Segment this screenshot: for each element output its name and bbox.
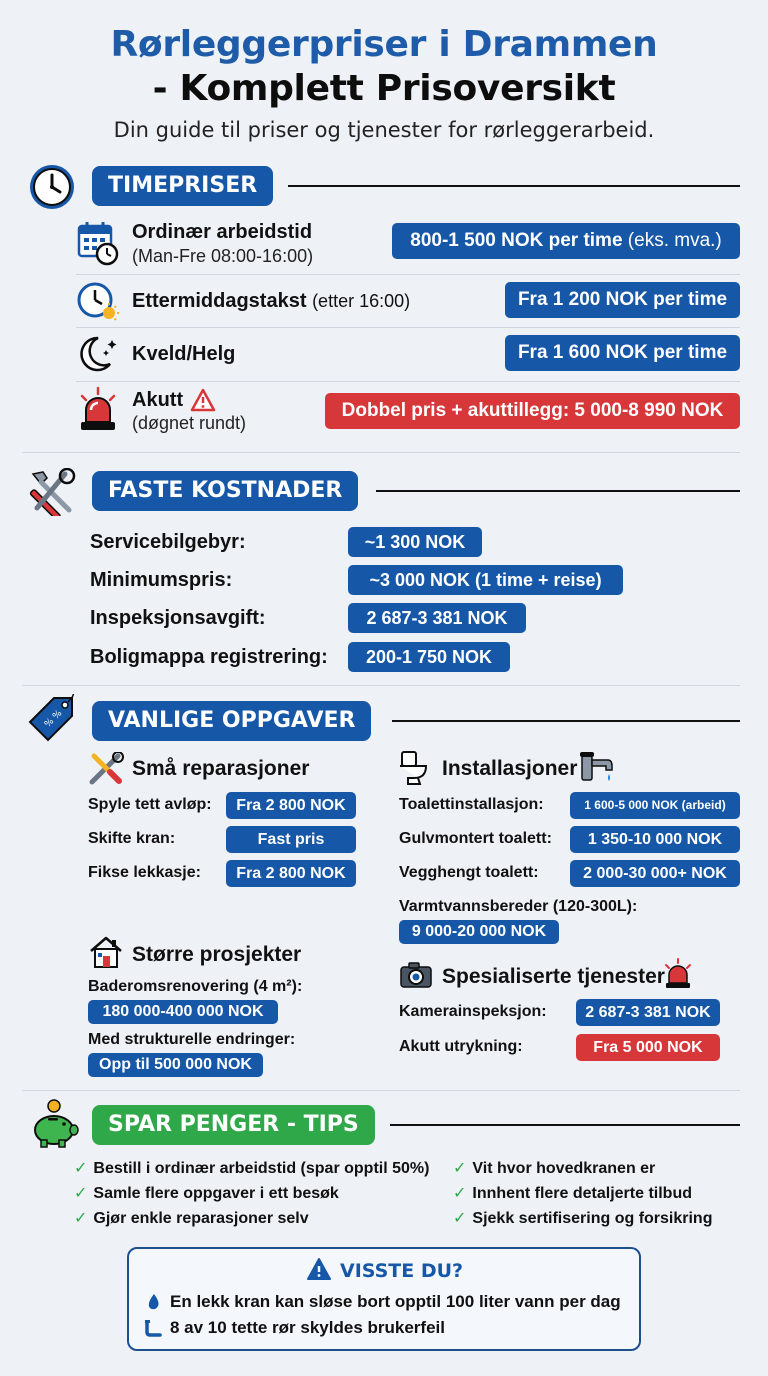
cost-label-servicebil: Servicebilgebyr: (90, 531, 246, 553)
section-rule (390, 1124, 740, 1126)
page-subtitle: Din guide til priser og tjenester for rørleggerarbeid. (113, 118, 655, 142)
warning-icon (306, 1257, 332, 1281)
section-heading-timepriser: TIMEPRISER (92, 166, 273, 206)
cost-value-boligmappa: 200-1 750 NOK (348, 642, 510, 672)
pipe-icon (144, 1318, 164, 1338)
task-value: Fra 2 800 NOK (226, 860, 356, 887)
cost-label-inspeksjon: Inspeksjonsavgift: (90, 607, 266, 629)
cost-value-servicebil: ~1 300 NOK (348, 527, 482, 557)
row-title-ettermiddag: Ettermiddagstakst (etter 16:00) (132, 290, 411, 312)
cost-value-minimum: ~3 000 NOK (1 time + reise) (348, 565, 623, 595)
tip-item: ✓ Sjekk sertifisering og forsikring (453, 1210, 713, 1227)
task-value: 9 000-20 000 NOK (399, 920, 559, 944)
water-drop-icon (144, 1292, 164, 1312)
check-icon: ✓ (74, 1160, 88, 1177)
task-label: Varmtvannsbereder (120-300L): (399, 898, 638, 915)
piggy-bank-icon (28, 1098, 80, 1150)
tip-item: ✓ Samle flere oppgaver i ett besøk (74, 1185, 339, 1202)
task-label: Gulvmontert toalett: (399, 830, 552, 847)
cost-label-boligmappa: Boligmappa registrering: (90, 646, 328, 668)
tip-item: ✓ Innhent flere detaljerte tilbud (453, 1185, 692, 1202)
price-badge-ettermiddag: Fra 1 200 NOK per time (505, 282, 740, 318)
check-icon: ✓ (453, 1185, 467, 1202)
price-badge-akutt: Dobbel pris + akuttillegg: 5 000-8 990 NOK (325, 393, 740, 429)
camera-icon (399, 960, 433, 990)
task-label: Toalettinstallasjon: (399, 796, 544, 813)
page-title-line2: - Komplett Prisoversikt (152, 68, 616, 109)
fact-box-title: VISSTE DU? (340, 1260, 464, 1282)
task-value: Fra 2 800 NOK (226, 792, 356, 819)
task-value: 2 687-3 381 NOK (576, 999, 720, 1026)
section-rule (288, 185, 740, 187)
price-badge-kveld: Fra 1 600 NOK per time (505, 335, 740, 371)
svg-text:% %: % % (43, 708, 65, 730)
row-sub-akutt: (døgnet rundt) (132, 413, 247, 433)
task-label: Vegghengt toalett: (399, 864, 539, 881)
page-title: Rørleggerpriser i Drammen (110, 24, 658, 65)
row-title-akutt: Akutt (132, 389, 184, 411)
section-divider (22, 685, 740, 686)
task-label: Spyle tett avløp: (88, 796, 212, 813)
section-heading-tips: SPAR PENGER - TIPS (92, 1105, 375, 1145)
task-value: Opp til 500 000 NOK (88, 1053, 263, 1077)
row-title-ordinaer: Ordinær arbeidstid (132, 221, 313, 243)
section-heading-oppgaver: VANLIGE OPPGAVER (92, 701, 371, 741)
subheading-installasjoner: Installasjoner (442, 757, 578, 780)
tools-icon (27, 468, 77, 516)
check-icon: ✓ (74, 1210, 88, 1227)
row-divider (76, 381, 740, 382)
subheading-storre: Større prosjekter (132, 943, 302, 966)
fact-item: 8 av 10 tette rør skyldes brukerfeil (170, 1318, 445, 1337)
siren-icon (662, 958, 694, 990)
toilet-icon (398, 750, 432, 786)
clock-icon (27, 162, 77, 212)
calendar-clock-icon (76, 220, 120, 266)
price-badge-ordinaer: 800-1 500 NOK per time (eks. mva.) (392, 223, 740, 259)
warning-icon (190, 388, 216, 412)
house-icon (88, 934, 124, 970)
cost-label-minimum: Minimumspris: (90, 569, 233, 591)
task-label: Akutt utrykning: (399, 1038, 523, 1055)
afternoon-clock-icon (76, 280, 120, 324)
task-value: Fra 5 000 NOK (576, 1034, 720, 1061)
task-label: Skifte kran: (88, 830, 176, 847)
section-heading-faste: FASTE KOSTNADER (92, 471, 358, 511)
row-divider (76, 327, 740, 328)
task-label: Baderomsrenovering (4 m²): (88, 978, 303, 995)
task-label: Kamerainspeksjon: (399, 1003, 547, 1020)
task-value: 2 000-30 000+ NOK (570, 860, 740, 887)
section-rule (392, 720, 740, 722)
cost-value-inspeksjon: 2 687-3 381 NOK (348, 603, 526, 633)
wrench-screwdriver-icon (88, 752, 124, 786)
subheading-spesial: Spesialiserte tjenester (442, 965, 665, 988)
task-value: 1 600-5 000 NOK (arbeid) (570, 792, 740, 819)
fact-item: En lekk kran kan sløse bort opptil 100 liter vann per dag (170, 1292, 621, 1311)
tip-item: ✓ Bestill i ordinær arbeidstid (spar opptil 50%) (74, 1160, 430, 1177)
task-value: Fast pris (226, 826, 356, 853)
subheading-sma: Små reparasjoner (132, 757, 310, 780)
faucet-icon (578, 748, 616, 788)
section-divider (22, 452, 740, 453)
task-label: Med strukturelle endringer: (88, 1031, 296, 1048)
section-divider (22, 1090, 740, 1091)
moon-icon (76, 334, 120, 374)
section-rule (376, 490, 740, 492)
price-tag-icon (26, 694, 78, 746)
check-icon: ✓ (453, 1160, 467, 1177)
siren-icon (76, 386, 120, 434)
task-label: Fikse lekkasje: (88, 864, 201, 881)
task-value: 1 350-10 000 NOK (570, 826, 740, 853)
tip-item: ✓ Gjør enkle reparasjoner selv (74, 1210, 309, 1227)
row-divider (76, 274, 740, 275)
check-icon: ✓ (453, 1210, 467, 1227)
tip-item: ✓ Vit hvor hovedkranen er (453, 1160, 656, 1177)
row-title-kveld: Kveld/Helg (132, 343, 236, 365)
check-icon: ✓ (74, 1185, 88, 1202)
row-sub-ordinaer: (Man-Fre 08:00-16:00) (132, 246, 314, 266)
task-value: 180 000-400 000 NOK (88, 1000, 278, 1024)
